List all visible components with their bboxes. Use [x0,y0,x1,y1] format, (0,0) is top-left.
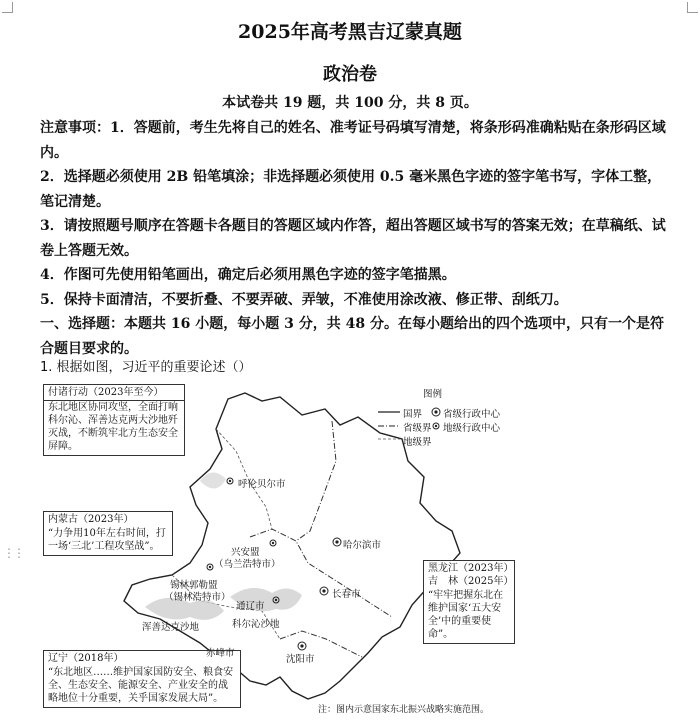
label-horqin: 科尔沁沙地 [232,619,280,630]
drag-handle-icon[interactable]: ⋮⋮ [3,546,23,560]
label-ulanhot: （乌兰浩特市） [214,559,281,570]
label-hunshandake: 浑善达克沙地 [142,622,200,633]
callout-neimenggu-head: 内蒙古（2023年） [48,514,134,525]
instruction-2: 2．选择题必须使用 2B 铅笔填涂；非选择题必须使用 0.5 毫米黑色字迹的签字笔书写，字体工整，笔记清楚。 [40,169,662,210]
legend-prefecture-capital: 地级行政中心 [443,423,501,434]
page-corner-mark-right [687,2,698,13]
section-heading: 一、选择题：本题共 16 小题，每小题 3 分，共 48 分。在每小题给出的四个选项中，只有一个是符合题目要求的。 [40,316,664,357]
callout-action-head: 付诸行动（2023年至今） [44,385,184,401]
instruction-4: 4．作图可先使用铅笔画出，确定后必须用黑色字迹的签字笔描黑。 [40,267,456,283]
callout-neimenggu-body: “力争用10年左右时间，打一场‘三北’工程攻坚战”。 [48,528,166,552]
label-xilinhot: （锡林浩特市） [164,592,231,603]
instruction-5: 5．保持卡面清洁，不要折叠、不要弄破、弄皱，不准使用涂改液、修正带、刮纸刀。 [40,291,568,308]
map-footnote: 注：图内示意国家东北振兴战略实施范围。 [318,705,490,715]
instruction-1: 注意事项：1．答题前，考生先将自己的姓名、准考证号码填写清楚，将条形码准确粘贴在条形码区域内。 [40,120,666,161]
legend-province-capital: 省级行政中心 [443,409,501,420]
callout-heilongjiang-body: “牢牢把握东北在维护国家‘五大安全’中的重要使命”。 [428,590,504,640]
exam-subtitle: 政治卷 [323,64,377,85]
label-hulunbuir: 呼伦贝尔市 [238,479,286,490]
callout-liaoning-head: 辽宁（2018年） [48,653,124,664]
callout-neimenggu [43,511,173,556]
callout-action-body: 东北地区协同攻坚，全面打响科尔沁、浑善达克两大沙地歼灭战，不断筑牢北方生态安全屏障。 [48,402,178,452]
exam-title: 2025年高考黑吉辽蒙真题 [238,21,462,43]
callout-liaoning-body: “东北地区……维护国家国防安全、粮食安全、生态安全、能源安全、产业安全的战略地位十分重要，关乎国家发展大局”。 [48,667,234,704]
label-changchun: 长春市 [332,589,361,600]
legend-title: 图例 [423,389,443,400]
province-border-2 [296,421,336,541]
label-xilingol: 锡林郭勒盟 [170,580,218,591]
label-harbin: 哈尔滨市 [343,540,382,551]
label-xinganmeng: 兴安盟 [231,547,260,558]
exam-summary: 本试卷共 19 题，共 100 分，共 8 页。 [222,95,478,111]
legend-province-border: 省级界 [403,423,432,434]
callout-heilongjiang-head: 黑龙江（2023年）吉 林（2025年） [428,563,514,587]
label-chifeng: 赤峰市 [206,648,235,659]
page-corner-mark-left [2,2,13,13]
instruction-3: 3．请按照题号顺序在答题卡各题目的答题区域内作答，超出答题区域书写的答案无效；在草稿纸、试卷上答题无效。 [40,218,666,259]
label-shenyang: 沈阳市 [286,654,315,665]
legend-national-border: 国界 [403,409,423,420]
exam-instructions [40,116,670,361]
label-tongliao: 通辽市 [236,601,265,612]
callout-action [43,384,185,456]
callout-heilongjiang-jilin [423,560,515,644]
question-1-text: 1. 根据如图，习近平的重要论述（） [40,360,252,375]
legend-prefecture-border: 地级界 [403,437,432,448]
